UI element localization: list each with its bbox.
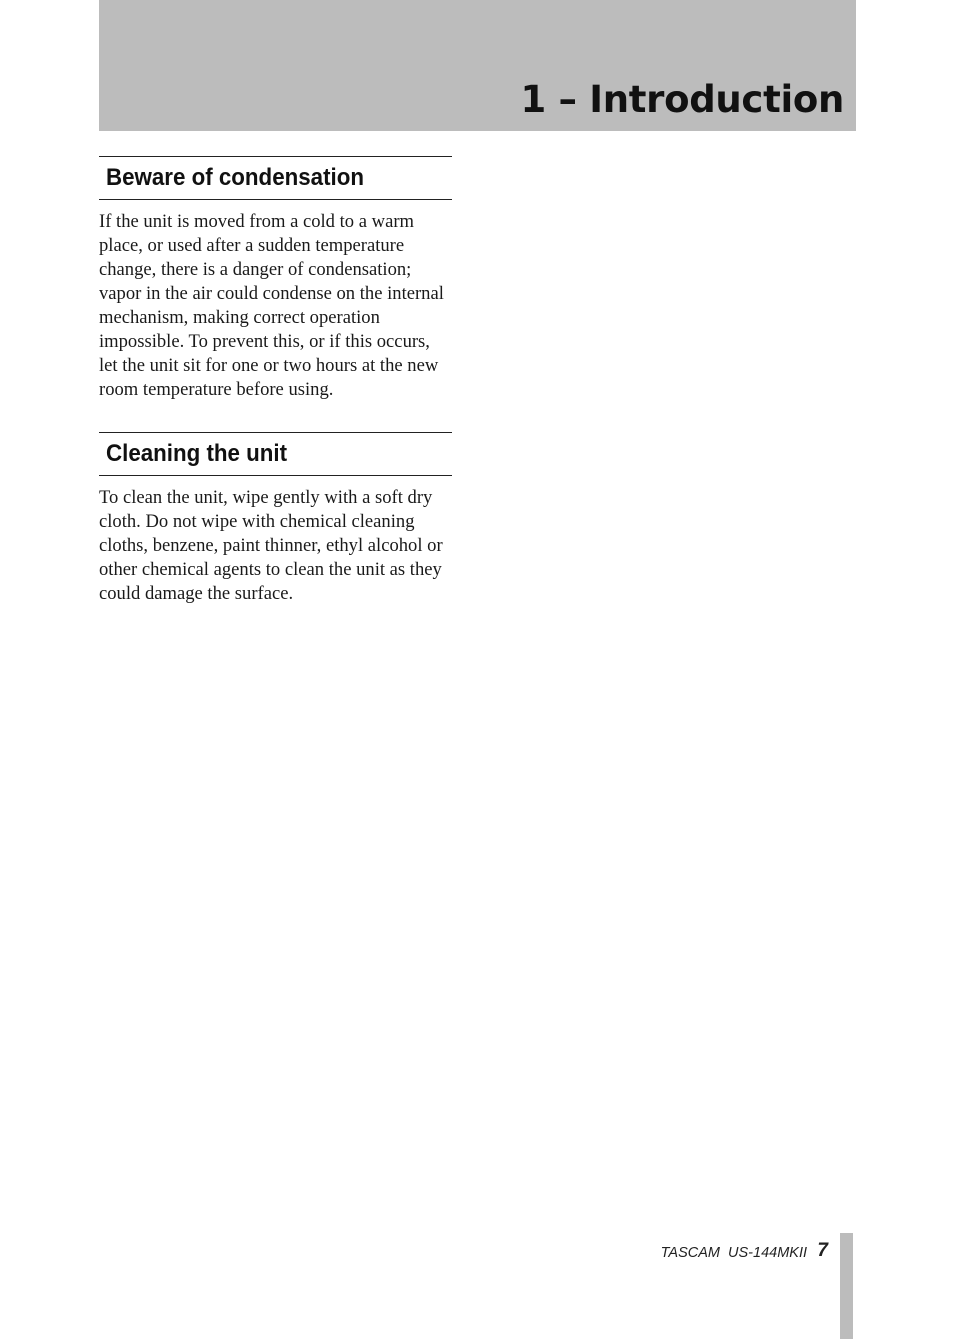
page-number: 7 bbox=[817, 1240, 828, 1261]
section-heading-text: Beware of condensation bbox=[106, 164, 364, 191]
section-heading-text: Cleaning the unit bbox=[106, 440, 288, 467]
page-edge-tab bbox=[840, 1233, 853, 1339]
section-heading bbox=[99, 156, 452, 200]
section-body: If the unit is moved from a cold to a warm place, or used after a sudden temperature change, there is a danger of condensation; vapor in the air could condense on the internal mechanism, making correct operation impossible. To prevent this, or if this occurs, let the unit sit for one or two hours at the new room temperature before using. bbox=[99, 211, 444, 400]
section-body: To clean the unit, wipe gently with a soft dry cloth. Do not wipe with chemical cleaning cloths, benzene, paint thinner, ethyl alcohol or other chemical agents to clean the unit as they could damage the surface. bbox=[99, 487, 443, 604]
section-cleaning bbox=[99, 432, 452, 606]
chapter-banner bbox=[99, 0, 856, 131]
chapter-title: 1 – Introduction bbox=[520, 78, 844, 121]
section-condensation bbox=[99, 156, 452, 402]
section-spacer bbox=[99, 402, 452, 432]
section-heading bbox=[99, 432, 452, 476]
content-column bbox=[99, 156, 452, 606]
footer-brand: TASCAM US-144MKII bbox=[660, 1245, 807, 1261]
